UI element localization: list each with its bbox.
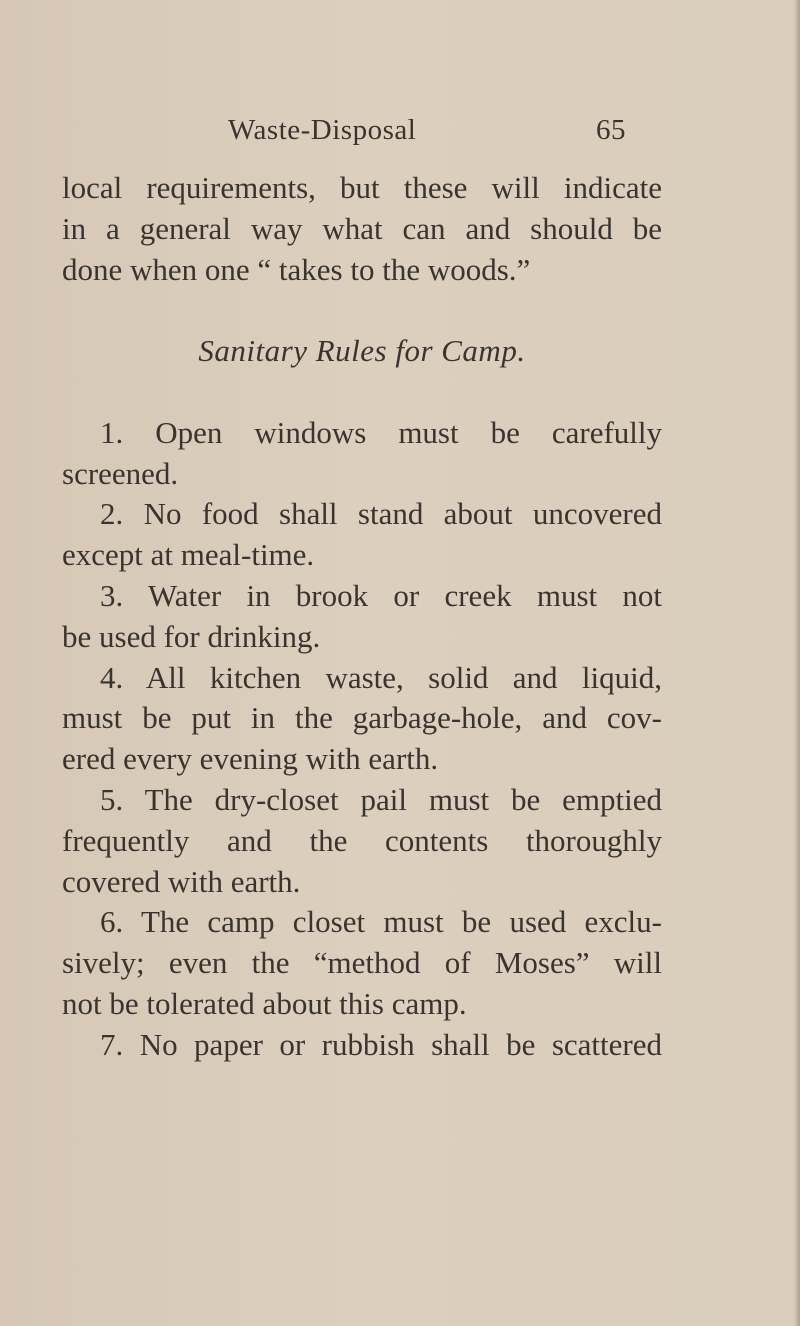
rule-5-line-3: covered with earth. [62, 863, 301, 899]
rule-3-line-2: be used for drinking. [62, 618, 321, 654]
running-head [228, 114, 626, 158]
rule-6-line-1: 6. The camp closet must be used exclu- [100, 904, 662, 940]
section-heading: Sanitary Rules for Camp. [198, 333, 526, 369]
page-edge-shadow [794, 0, 800, 1326]
spacer [62, 372, 662, 413]
page-number: 65 [596, 114, 626, 146]
rule-5-line-1: 5. The dry-closet pail must be emptied [100, 781, 662, 817]
rule-6-line-3: not be tolerated about this camp. [62, 985, 467, 1021]
rule-2-line-1: 2. No food shall stand about uncovered [100, 496, 662, 532]
running-head-title: Waste-Disposal [228, 114, 417, 146]
rule-3-line-1: 3. Water in brook or creek must not [100, 577, 662, 613]
rule-1-line-2: screened. [62, 455, 179, 491]
rule-4-line-1: 4. All kitchen waste, solid and liquid, [100, 659, 662, 695]
rule-2-line-2: except at meal-time. [62, 537, 315, 573]
spacer [62, 290, 662, 331]
intro-line-2: in a general way what can and should be [62, 210, 662, 246]
rule-1-line-1: 1. Open windows must be carefully [100, 414, 662, 450]
intro-line-3: done when one “ takes to the woods.” [62, 251, 531, 287]
rule-4-line-2: must be put in the garbage-hole, and cov- [62, 700, 662, 736]
rule-7-line-1: 7. No paper or rubbish shall be scattered [100, 1026, 662, 1062]
intro-line-1: local requirements, but these will indicate [62, 170, 662, 205]
body-text [62, 168, 662, 1066]
rule-6-line-2: sively; even the “method of Moses” will [62, 945, 662, 981]
rule-4-line-3: ered every evening with earth. [62, 741, 439, 777]
rule-5-line-2: frequently and the contents thoroughly [62, 822, 662, 858]
